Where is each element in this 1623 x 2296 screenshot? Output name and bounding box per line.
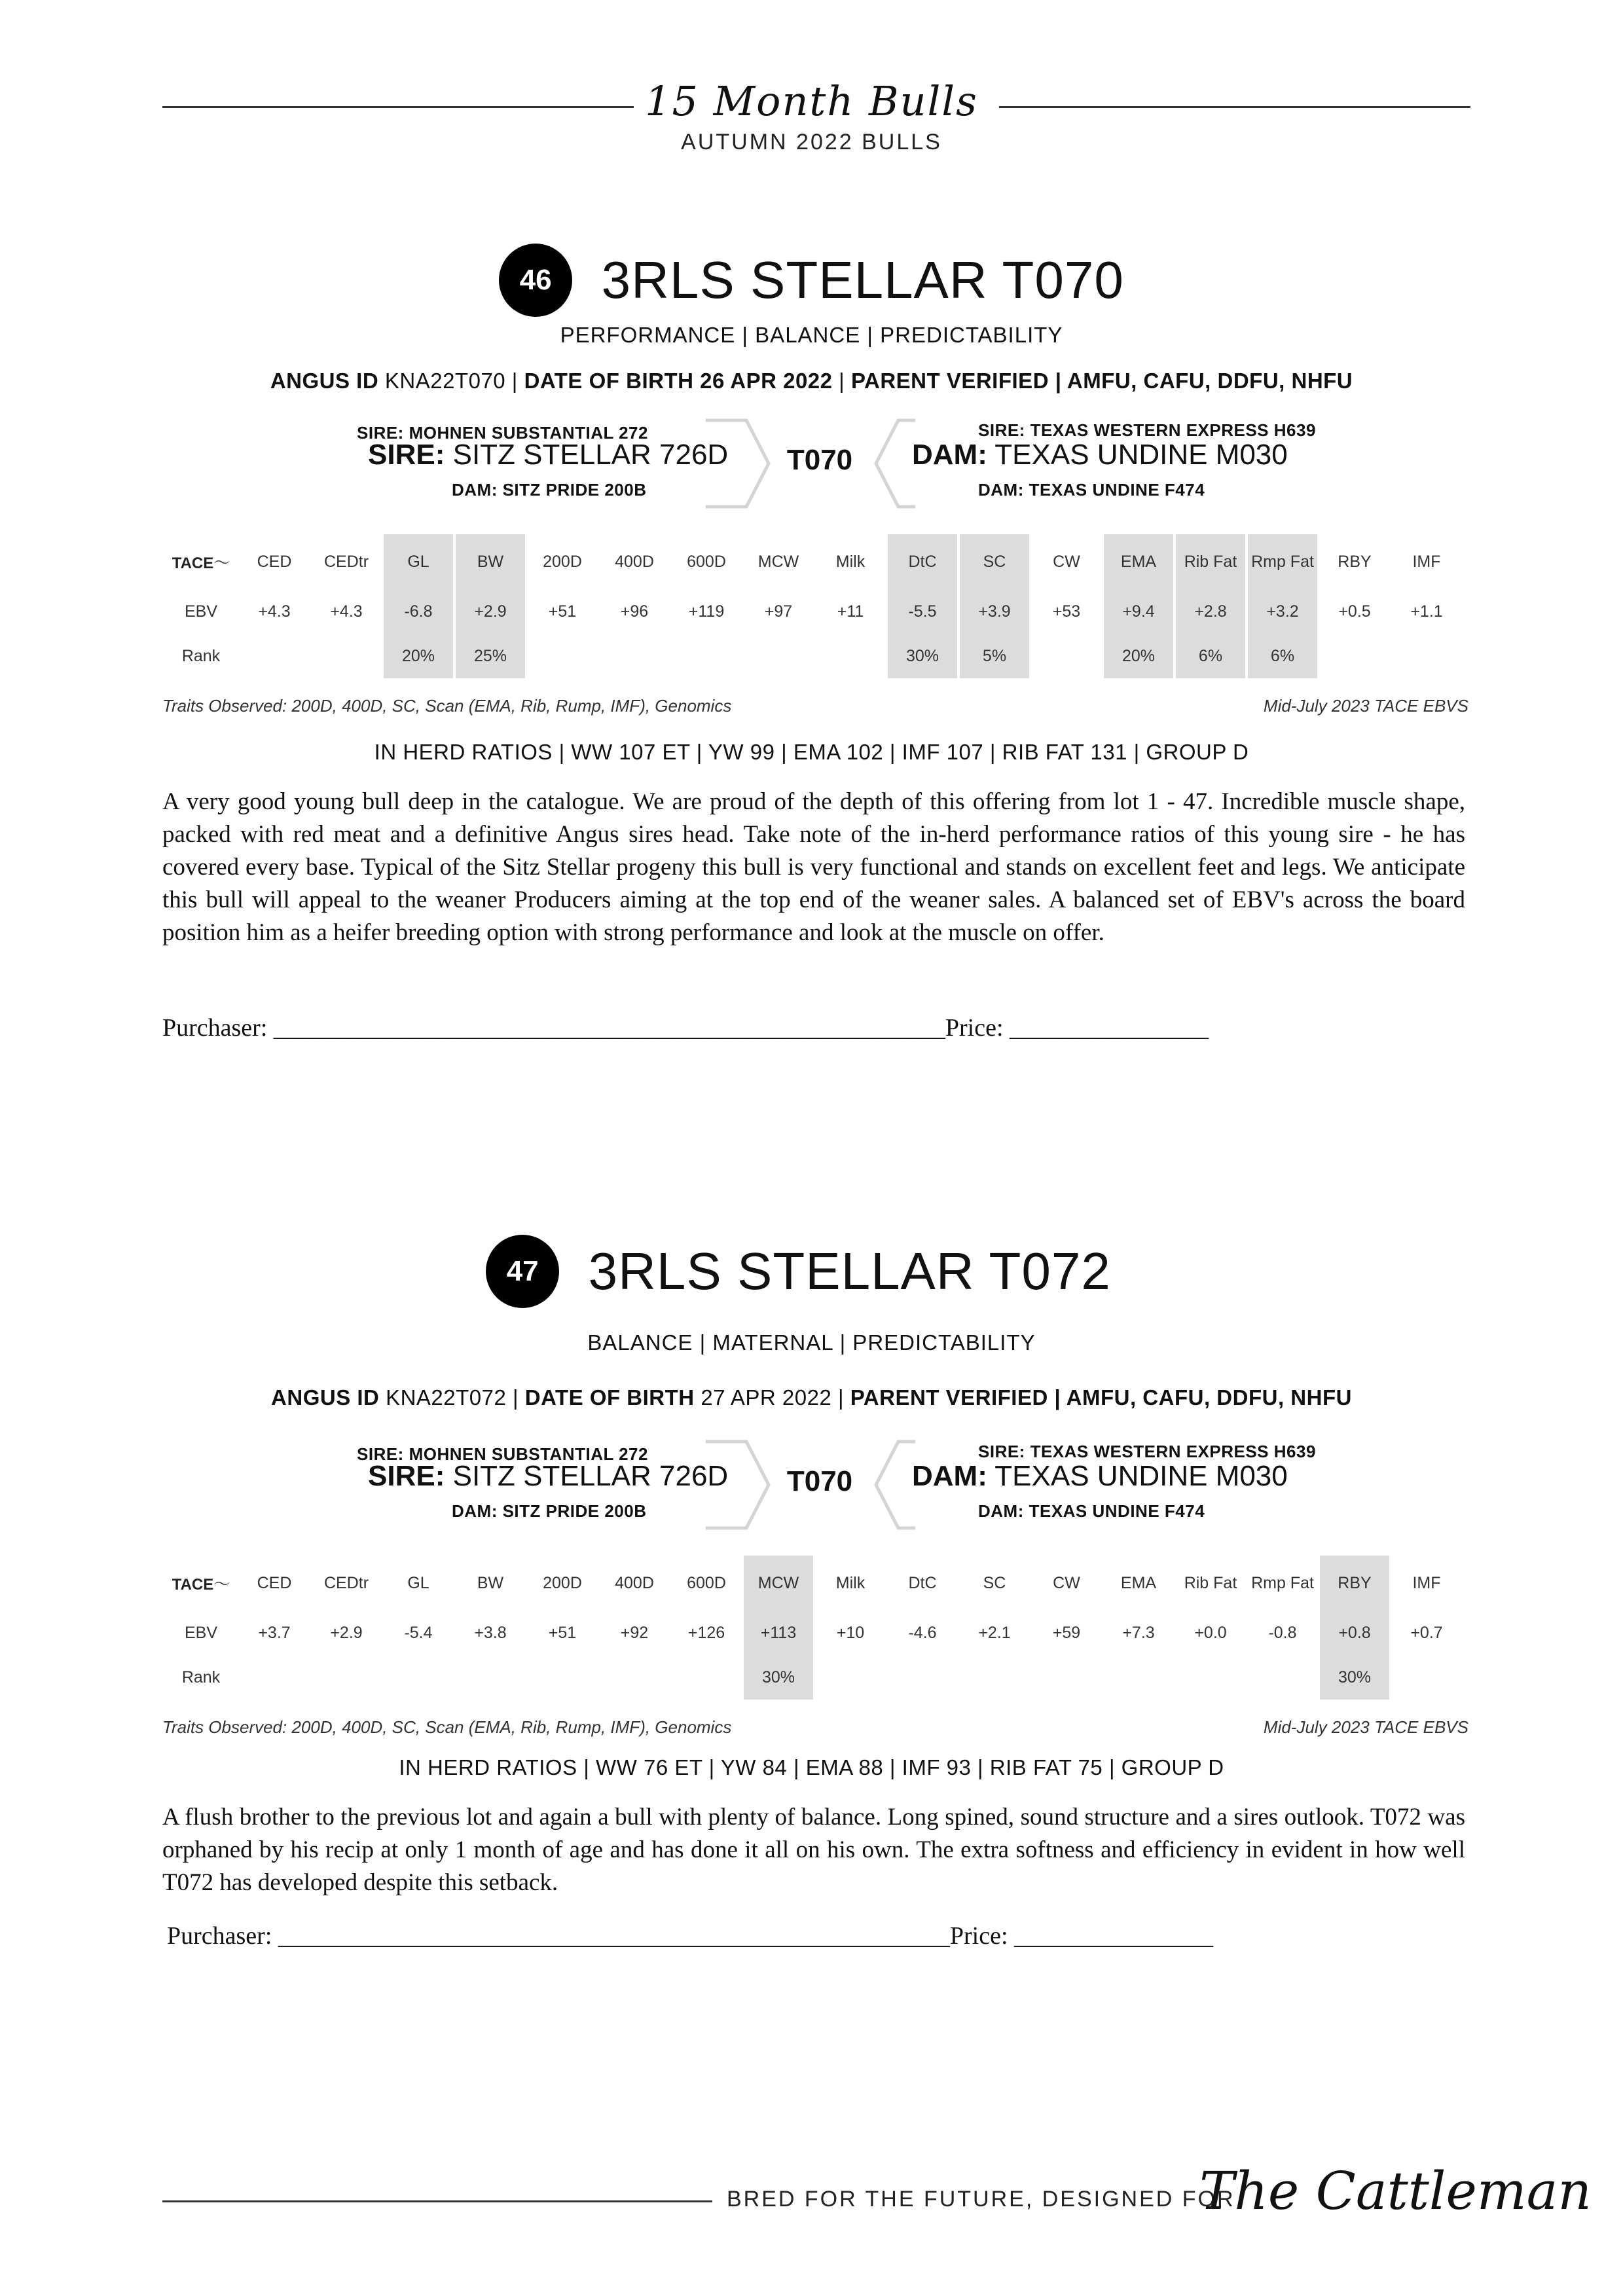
ebv-trait-header: 400D [615,1573,654,1592]
rank-row-label: Rank [181,1667,221,1686]
ebv-trait-header: RBY [1320,1556,1389,1611]
ebv-trait-header: SC [983,1573,1006,1592]
ebv-rank-cell [960,1655,1029,1700]
ebv-rank-cell [1392,634,1461,678]
ebv-rank-cell [672,634,741,678]
ebv-rank-cell [888,1655,957,1700]
ebv-value-cell: +0.8 [1320,1611,1389,1655]
ebv-rank-cell [456,1655,525,1700]
lot-description: A flush brother to the previous lot and again a bull with plenty of balance. Long spined, sound structure and a sires outlook. T072 was orphaned by his recip at only 1 month of age and has done it all on his own. The extra softness and efficiency in evident in how well T072 has developed despite this setback. [162,1804,1465,1896]
verification-info: PARENT VERIFIED | AMFU, CAFU, DDFU, NHFU [850,1385,1352,1410]
ebv-rank-cell [1320,634,1389,678]
lot-tagline: BALANCE | MATERNAL | PREDICTABILITY [587,1330,1036,1355]
ebv-trait-header: RBY [1338,552,1372,571]
lot-name: 3RLS STELLAR T070 [601,251,1124,309]
ebv-rank-cell: 6% [1248,634,1317,678]
ebv-value-cell: -5.5 [888,589,957,634]
ebv-value-cell: +2.9 [456,589,525,634]
verification-info: PARENT VERIFIED | AMFU, CAFU, DDFU, NHFU [850,369,1353,393]
ebv-value-cell: +10 [836,1623,865,1642]
dob-value: 26 APR 2022 [700,369,833,393]
ebv-trait-header: MCW [757,552,799,571]
in-herd-ratios: IN HERD RATIOS | WW 76 ET | YW 84 | EMA 88 | IMF 93 | RIB FAT 75 | GROUP D [399,1755,1224,1779]
sire-of-sire: SIRE: MOHNEN SUBSTANTIAL 272 [357,423,648,443]
dob-label: DATE OF BIRTH [524,369,694,393]
ebv-value-cell: +7.3 [1122,1623,1155,1642]
ebv-rank-cell [600,634,669,678]
pedigree-code: T070 [786,444,853,476]
rank-row-label: Rank [181,646,221,665]
ebv-value-cell: +0.5 [1338,602,1371,621]
header-subtitle: AUTUMN 2022 BULLS [681,130,942,155]
ebv-rank-cell [1248,1655,1317,1700]
tace-logo: TACE〜 [172,554,230,572]
tace-logo: TACE〜 [172,1575,230,1594]
ebv-trait-header: CW [1053,1573,1080,1592]
ebv-row-label: EBV [184,1623,218,1642]
ebv-rank-cell: 30% [888,634,957,678]
lot-number-badge: 47 [486,1235,559,1308]
ebv-value-cell: +53 [1052,602,1081,621]
ebv-rank-cell [1032,1655,1101,1700]
ebv-rank-cell [816,634,885,678]
ebv-value-cell: -6.8 [384,589,453,634]
lot-tagline: PERFORMANCE | BALANCE | PREDICTABILITY [560,323,1063,347]
ebv-header-row [165,534,1461,589]
dob-label: DATE OF BIRTH [524,1385,695,1410]
ebv-rank-cell: 6% [1176,634,1245,678]
lot-heading [0,1235,1623,1308]
angus-id-label: ANGUS ID [270,369,379,393]
ebv-rank-cell: 5% [960,634,1029,678]
sire-name: SIRE: SITZ STELLAR 726D [368,439,729,471]
dam-of-dam: DAM: TEXAS UNDINE F474 [978,1501,1205,1521]
sire-name: SIRE: SITZ STELLAR 726D [368,1460,729,1492]
ebv-rank-cell [528,634,597,678]
ebv-rank-cell: 30% [1320,1655,1389,1700]
ebv-rank-cell [1104,1655,1173,1700]
ebv-rank-cell [672,1655,741,1700]
ebv-trait-header: Rmp Fat [1248,534,1317,589]
traits-observed: Traits Observed: 200D, 400D, SC, Scan (EMA, Rib, Rump, IMF), Genomics [162,1717,732,1737]
ebv-rank-cell [240,634,309,678]
header-script-title: 15 Month Bulls [645,77,978,125]
ebv-rank-cell: 30% [744,1655,813,1700]
footer-script-logo: The Cattleman [1199,2160,1592,2221]
angus-id-value: KNA22T072 [386,1385,507,1410]
ebv-trait-header: CW [1053,552,1080,571]
footer-rule [162,2200,712,2202]
ebv-rank-cell [384,1655,453,1700]
ebv-trait-header: CEDtr [323,1573,369,1592]
ebv-trait-header: GL [384,534,453,589]
ebv-value-cell: +1.1 [1410,602,1443,621]
dam-name: DAM: TEXAS UNDINE M030 [912,1460,1288,1492]
ebv-rank-cell [600,1655,669,1700]
ebv-trait-header: EMA [1104,534,1173,589]
ebv-trait-header: CED [257,1573,292,1592]
pedigree-chevrons [0,418,1623,522]
ebv-trait-header: Rmp Fat [1251,1573,1314,1592]
purchaser-line[interactable]: Purchaser: ______________________________________________________Price: ________________ [167,1922,1214,1950]
ebv-trait-header: Milk [835,1573,866,1592]
pedigree-code: T070 [786,1465,853,1497]
sire-of-dam: SIRE: TEXAS WESTERN EXPRESS H639 [978,1442,1316,1461]
ebv-rank-cell [1032,634,1101,678]
purchaser-line[interactable]: Purchaser: ______________________________________________________Price: ________________ [162,1014,1209,1042]
ebv-value-cell: +51 [548,1623,577,1642]
ebv-value-cell: +9.4 [1104,589,1173,634]
ebv-values-row [165,1611,1461,1655]
ebv-trait-header: Rib Fat [1176,534,1245,589]
footer-slogan: BRED FOR THE FUTURE, DESIGNED FOR [727,2187,1235,2212]
ebv-table [162,534,1464,678]
ebv-value-cell: +3.9 [960,589,1029,634]
lot-number-badge: 46 [499,244,572,317]
ebv-trait-header: CED [257,552,292,571]
ebv-value-cell: +4.3 [330,602,363,621]
ebv-rank-cell [312,1655,381,1700]
ebv-value-cell: -5.4 [404,1623,433,1642]
ebv-rank-row [165,1655,1461,1700]
ebv-value-cell: +2.1 [978,1623,1011,1642]
ebv-rank-cell [1176,1655,1245,1700]
ebv-rank-cell: 20% [384,634,453,678]
ebv-value-cell: +126 [687,1623,725,1642]
ebv-value-cell: +0.7 [1410,1623,1443,1642]
sire-of-sire: SIRE: MOHNEN SUBSTANTIAL 272 [357,1444,648,1464]
ebv-trait-header: MCW [744,1556,813,1611]
ebv-value-cell: +3.2 [1248,589,1317,634]
ebv-value-cell: -4.6 [908,1623,937,1642]
ebv-trait-header: BW [477,1573,504,1592]
ebv-trait-header: 200D [543,552,582,571]
lot-description: A very good young bull deep in the catalogue. We are proud of the depth of this offering from lot 1 - 47. Incredible muscle shape, packed with red meat and a definitive Angus sires head. Take note of the in-herd performance ratios of this young sire - he has covered every base. Typical of the Sitz Stellar progeny this bull is very functional and stands on excellent feet and legs. We anticipate this bull will appeal to the weaner Producers aiming at the top end of the weaner sales. A balanced set of EBV's across the board position him as a heifer breeding option with strong performance and look at the muscle on offer. [162,788,1465,946]
ebv-rank-row [165,634,1461,678]
ebv-row-label: EBV [184,602,218,621]
ebv-value-cell: -0.8 [1268,1623,1297,1642]
ebv-trait-header: IMF [1412,1573,1441,1592]
lot-name: 3RLS STELLAR T072 [588,1242,1111,1300]
ebv-value-cell: +11 [837,602,864,621]
angus-id-label: ANGUS ID [271,1385,380,1410]
dam-of-sire: DAM: SITZ PRIDE 200B [452,480,647,500]
ebv-trait-header: 200D [543,1573,582,1592]
ebv-value-cell: +96 [620,602,649,621]
ebv-date: Mid-July 2023 TACE EBVS [1263,1717,1468,1737]
dam-name: DAM: TEXAS UNDINE M030 [912,439,1288,471]
ebv-value-cell: +113 [744,1611,813,1655]
ebv-value-cell: +51 [548,602,577,621]
dam-of-dam: DAM: TEXAS UNDINE F474 [978,480,1205,500]
ebv-trait-header: EMA [1120,1573,1157,1592]
ebv-trait-header: GL [407,1573,429,1592]
ebv-rank-cell: 20% [1104,634,1173,678]
traits-observed: Traits Observed: 200D, 400D, SC, Scan (EMA, Rib, Rump, IMF), Genomics [162,696,732,716]
ebv-trait-header: Milk [835,552,866,571]
ebv-trait-header: SC [960,534,1029,589]
ebv-rank-cell [1392,1655,1461,1700]
ebv-value-cell: +0.0 [1194,1623,1227,1642]
ebv-rank-cell [240,1655,309,1700]
ebv-value-cell: +2.8 [1176,589,1245,634]
angus-info-line: ANGUS ID KNA22T072 | DATE OF BIRTH 27 APR 2022 | PARENT VERIFIED | AMFU, CAFU, DDFU, NHFU [271,1385,1352,1410]
sire-of-dam: SIRE: TEXAS WESTERN EXPRESS H639 [978,420,1316,440]
ebv-value-cell: +4.3 [258,602,291,621]
ebv-trait-header: Rib Fat [1184,1573,1237,1592]
ebv-rank-cell [744,634,813,678]
ebv-trait-header: CEDtr [323,552,369,571]
ebv-value-cell: +119 [688,602,725,621]
ebv-rank-cell [816,1655,885,1700]
ebv-trait-header: IMF [1412,552,1441,571]
ebv-trait-header: 400D [615,552,654,571]
ebv-value-cell: +3.8 [474,1623,507,1642]
ebv-value-cell: +92 [620,1623,649,1642]
ebv-date: Mid-July 2023 TACE EBVS [1263,696,1468,716]
in-herd-ratios: IN HERD RATIOS | WW 107 ET | YW 99 | EMA 102 | IMF 107 | RIB FAT 131 | GROUP D [374,740,1249,764]
ebv-value-cell: +97 [764,602,793,621]
ebv-rank-cell [312,634,381,678]
dob-value: 27 APR 2022 [701,1385,832,1410]
ebv-rank-cell: 25% [456,634,525,678]
ebv-header-row [165,1556,1461,1611]
ebv-rank-cell [528,1655,597,1700]
pedigree-chevrons [0,1439,1623,1544]
ebv-value-cell: +59 [1052,1623,1081,1642]
angus-id-value: KNA22T070 [384,369,506,393]
angus-info-line: ANGUS ID KNA22T070 | DATE OF BIRTH 26 APR 2022 | PARENT VERIFIED | AMFU, CAFU, DDFU, NHFU [270,369,1353,393]
ebv-trait-header: 600D [687,1573,726,1592]
ebv-value-cell: +3.7 [258,1623,291,1642]
ebv-trait-header: DtC [888,534,957,589]
dam-of-sire: DAM: SITZ PRIDE 200B [452,1501,647,1521]
ebv-values-row [165,589,1461,634]
ebv-trait-header: BW [456,534,525,589]
ebv-table [162,1556,1464,1700]
ebv-trait-header: DtC [908,1573,937,1592]
lot-heading [0,244,1623,317]
ebv-trait-header: 600D [687,552,726,571]
ebv-value-cell: +2.9 [330,1623,363,1642]
